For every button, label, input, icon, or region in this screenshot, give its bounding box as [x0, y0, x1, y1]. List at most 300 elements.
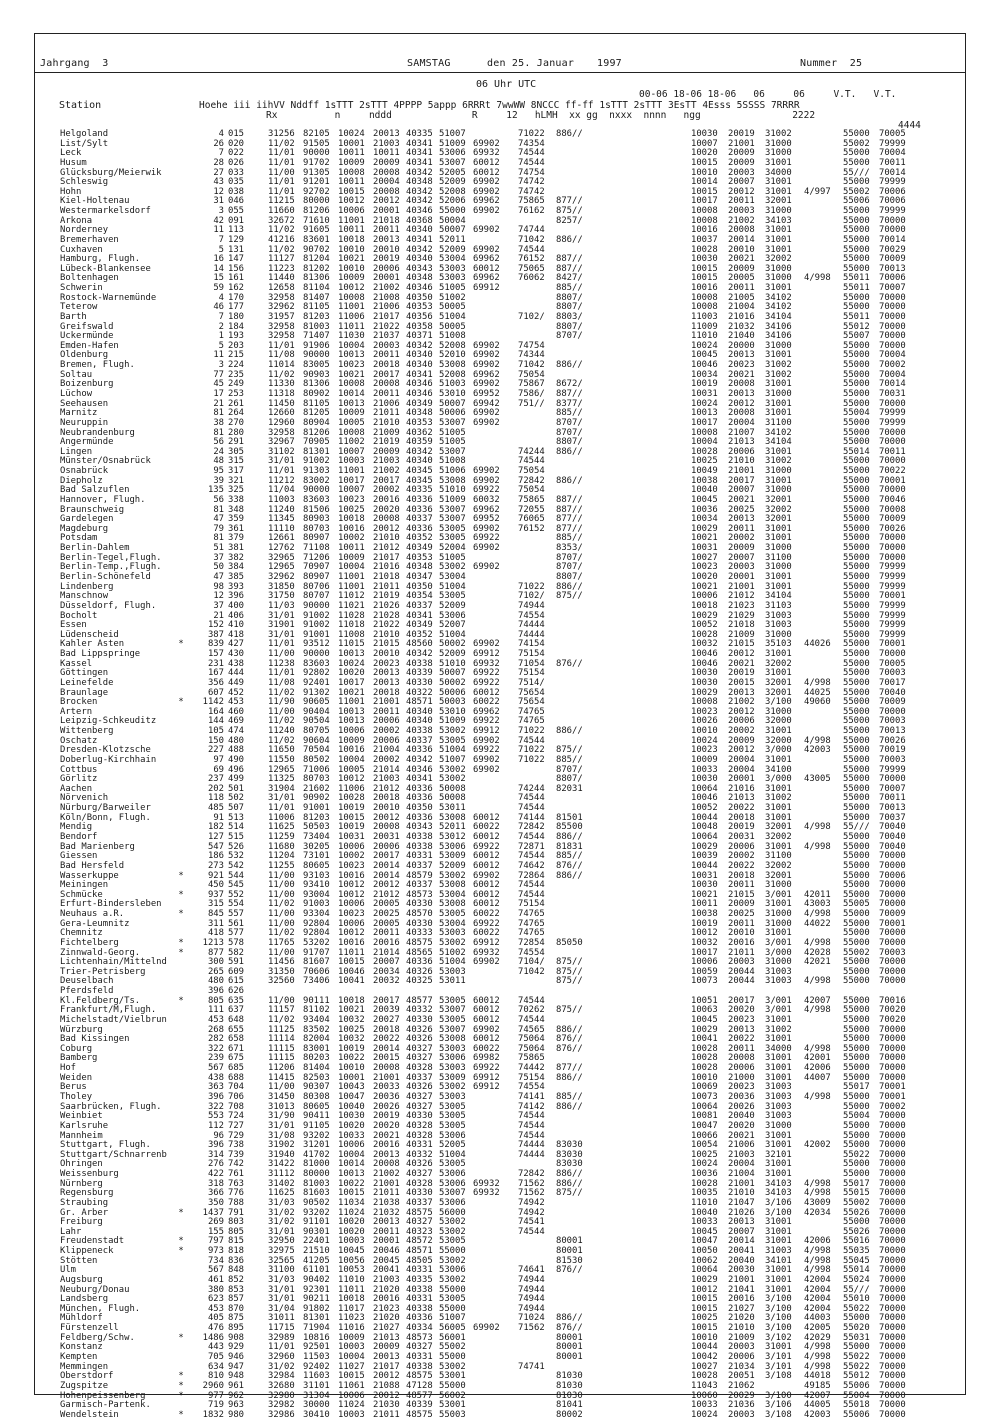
cell-1sttt: 10056 [338, 1255, 365, 1266]
cell-1sttt: 11006 [338, 783, 365, 794]
cell-7rrrr: 70013 [879, 263, 906, 274]
cell-4pppp: 40328 [406, 1120, 433, 1131]
cell-7rrrr: 70000 [879, 1053, 906, 1064]
cell-nddff: 82105 [303, 129, 330, 139]
cell-4pppp: 40340 [406, 254, 433, 265]
station-elevation: 480 [207, 976, 224, 987]
station-elevation: 3 [218, 360, 224, 371]
cell-5ssss: 55/// [843, 167, 870, 178]
cell-nddff: 81603 [303, 1188, 330, 1199]
cell-7wwww: 74765 [518, 706, 545, 717]
cell-iihvv: 32982 [268, 1400, 295, 1411]
table-row [0, 1323, 1000, 1333]
cell-5appp: 53006 [439, 610, 466, 621]
cell-iihvv: 32967 [268, 437, 295, 448]
cell-5ssss: 55026 [843, 1207, 870, 1218]
cell-nddff: 92501 [303, 1342, 330, 1353]
station-elevation: 227 [207, 745, 224, 756]
station-elevation: 96 [213, 1130, 224, 1141]
cell-6rrrt: 69902 [473, 138, 500, 149]
cell-nddff: 81607 [303, 957, 330, 968]
station-elevation: 79 [213, 523, 224, 534]
cell-4pppp: 40337 [406, 600, 433, 611]
cell-iii: 393 [228, 581, 245, 592]
cell-2sttt: 20020 [373, 1120, 400, 1131]
cell-iii: 513 [228, 812, 245, 823]
cell-1sttt: 10025 [338, 1024, 365, 1035]
cell-4esss: 42034 [804, 1207, 831, 1218]
cell-nddff: 81206 [303, 206, 330, 217]
cell-8nccc: 8377/ [556, 398, 583, 409]
cell-8nccc: 876// [556, 860, 583, 871]
cell-1sttt: 10021 [338, 1005, 365, 1016]
cell-7rrrr: 70000 [879, 1246, 906, 1257]
cell-1sttt: 11027 [338, 1361, 365, 1372]
station-elevation: 5 [218, 244, 224, 255]
cell-5ssss: 55014 [843, 1265, 870, 1276]
cell-5appp: 50003 [439, 697, 466, 708]
cell-iihvv: 11/00 [268, 870, 295, 881]
cell-7wwww: 7102/ [518, 591, 545, 602]
cell-3estt: 3/000 [765, 947, 792, 958]
cell-4pppp: 48577 [406, 995, 433, 1006]
cell-7rrrr: 79999 [879, 620, 906, 631]
cell-4pppp: 40346 [406, 206, 433, 217]
cell-4esss: 42004 [804, 1274, 831, 1285]
mountain-station-marker: * [178, 937, 184, 948]
station-name: Zugspitze [60, 1380, 109, 1391]
table-row [0, 341, 1000, 351]
table-row [0, 196, 1000, 206]
cell-iii: 235 [228, 369, 245, 380]
cell-3estt: 31001 [765, 1053, 792, 1064]
cell-7rrrr: 70000 [879, 1352, 906, 1362]
station-name: Karlsruhe [60, 1120, 109, 1131]
cell-nddff: 90411 [303, 1111, 330, 1122]
station-elevation: 3 [218, 206, 224, 217]
cell-max-1sttt: 10009 [691, 754, 718, 765]
cell-5appp: 55003 [439, 1409, 466, 1420]
cell-4pppp: 40340 [406, 350, 433, 361]
cell-nddff: 93004 [303, 889, 330, 900]
cell-2sttt: 20006 [373, 716, 400, 727]
cell-nddff: 81202 [303, 263, 330, 274]
cell-max-1sttt: 10025 [691, 456, 718, 467]
cell-5appp: 51002 [439, 947, 466, 958]
cell-4pppp: 40343 [406, 263, 433, 274]
cell-2sttt: 20001 [373, 273, 400, 284]
cell-iihvv: 11204 [268, 851, 295, 862]
cell-1sttt: 10004 [338, 562, 365, 573]
cell-iii: 948 [228, 1371, 245, 1382]
cell-iii: 788 [228, 1197, 245, 1208]
table-row [0, 745, 1000, 755]
cell-iii: 591 [228, 957, 245, 968]
cell-5ssss: 55000 [843, 870, 870, 881]
cell-1sttt: 10009 [338, 735, 365, 746]
table-row [0, 225, 1000, 235]
cell-3estt: 32000 [765, 735, 792, 746]
station-name: Emden-Hafen [60, 340, 119, 351]
station-name: Bad Salzuflen [60, 485, 130, 496]
cell-4esss: 44022 [804, 918, 831, 929]
cell-5ssss: 55000 [843, 1024, 870, 1035]
cell-5ssss: 55000 [843, 389, 870, 399]
cell-5appp: 56001 [439, 1332, 466, 1343]
station-name: Neuhaus a.R. [60, 909, 125, 920]
cell-max-1sttt: 10008 [691, 302, 718, 313]
cell-iii: 400 [228, 600, 245, 611]
cell-2sttt: 20011 [373, 928, 400, 939]
cell-7wwww: 74765 [518, 918, 545, 929]
cell-7rrrr: 70040 [879, 831, 906, 842]
cell-3estt: 31001 [765, 1274, 792, 1285]
station-elevation: 450 [207, 880, 224, 891]
cell-5appp: 53002 [439, 562, 466, 573]
cell-iihvv: 31/01 [268, 1120, 295, 1131]
cell-nddff: 61101 [303, 1265, 330, 1276]
cell-1sttt: 10024 [338, 658, 365, 669]
cell-min-2sttt: 20003 [728, 167, 755, 178]
cell-5ssss: 55000 [843, 1053, 870, 1064]
cell-4pppp: 40362 [406, 427, 433, 438]
cell-2sttt: 20022 [373, 1034, 400, 1045]
cell-8nccc: 81831 [556, 841, 583, 852]
cell-nddff: 81203 [303, 311, 330, 322]
cell-3estt: 31000 [765, 273, 792, 284]
cell-min-2sttt: 20018 [728, 870, 755, 881]
cell-iii: 359 [228, 514, 245, 525]
cell-6rrrt: 60022 [473, 697, 500, 708]
station-elevation: 322 [207, 1101, 224, 1112]
cell-iihvv: 31750 [268, 591, 295, 602]
cell-7rrrr: 70000 [879, 1043, 906, 1054]
cell-min-2sttt: 21023 [728, 600, 755, 611]
station-elevation: 567 [207, 1265, 224, 1276]
table-row [0, 1342, 1000, 1352]
cell-iii: 947 [228, 1361, 245, 1372]
cell-min-2sttt: 20022 [728, 860, 755, 871]
cell-nddff: 81105 [303, 302, 330, 313]
cell-2sttt: 20019 [373, 1111, 400, 1122]
cell-iihvv: 11660 [268, 206, 295, 217]
cell-nddff: 91001 [303, 803, 330, 814]
cell-min-2sttt: 20006 [728, 1063, 755, 1074]
cell-7rrrr: 70000 [879, 1400, 906, 1411]
cell-1sttt: 11001 [338, 581, 365, 592]
cell-1sttt: 10023 [338, 494, 365, 505]
station-name: Oberstdorf [60, 1371, 114, 1382]
cell-5ssss: 55000 [843, 1120, 870, 1131]
station-elevation: 45 [213, 379, 224, 390]
cell-1sttt: 10018 [338, 234, 365, 245]
station-elevation: 705 [207, 1352, 224, 1362]
cell-1sttt: 10016 [338, 870, 365, 881]
cell-iihvv: 11206 [268, 1063, 295, 1074]
cell-iihvv: 31350 [268, 966, 295, 977]
cell-iihvv: 11/01 [268, 1342, 295, 1353]
cell-4esss: 4/998 [804, 1005, 831, 1016]
cell-nddff: 80203 [303, 1053, 330, 1064]
cell-4esss: 43009 [804, 1197, 831, 1208]
cell-iii: 184 [228, 321, 245, 332]
cell-nddff: 71904 [303, 1323, 330, 1334]
cell-iihvv: 11/04 [268, 485, 295, 496]
cell-5appp: 53007 [439, 446, 466, 457]
station-name: Deuselbach [60, 976, 114, 987]
station-name: Berlin-Tegel,Flugh. [60, 552, 162, 563]
cell-3estt: 31000 [765, 543, 792, 554]
station-name: Kahler Asten [60, 639, 125, 650]
station-name: Regensburg [60, 1188, 114, 1199]
cell-iihvv: 11/02 [268, 735, 295, 746]
table-row [0, 668, 1000, 678]
cell-min-2sttt: 20007 [728, 177, 755, 188]
cell-8nccc: 83030 [556, 1159, 583, 1170]
table-row [0, 716, 1000, 726]
cell-7rrrr: 70000 [879, 340, 906, 351]
cell-min-2sttt: 20013 [728, 389, 755, 399]
cell-7wwww: 74942 [518, 1197, 545, 1208]
station-name: Hof [60, 1063, 77, 1074]
cell-8nccc: 875// [556, 966, 583, 977]
cell-5appp: 52009 [439, 177, 466, 188]
cell-max-1sttt: 10008 [691, 292, 718, 303]
cell-2sttt: 21014 [373, 764, 400, 775]
cell-nddff: 91505 [303, 138, 330, 149]
cell-1sttt: 10046 [338, 966, 365, 977]
cell-min-2sttt: 20019 [728, 822, 755, 833]
cell-4esss: 4/998 [804, 1255, 831, 1266]
table-row [0, 350, 1000, 360]
cell-3estt: 31100 [765, 851, 792, 862]
cell-1sttt: 10012 [338, 889, 365, 900]
cell-nddff: 91303 [303, 466, 330, 477]
cell-iii: 724 [228, 1111, 245, 1122]
cell-min-2sttt: 20005 [728, 273, 755, 284]
cell-iihvv: 11/00 [268, 649, 295, 660]
cell-1sttt: 10008 [338, 379, 365, 390]
cell-min-2sttt: 20029 [728, 1390, 755, 1401]
cell-max-1sttt: 10034 [691, 369, 718, 380]
cell-5ssss: 55004 [843, 1390, 870, 1401]
cell-5ssss: 55017 [843, 1178, 870, 1189]
cell-7rrrr: 79999 [879, 177, 906, 188]
cell-4pppp: 40356 [406, 311, 433, 322]
cell-iihvv: 32950 [268, 1236, 295, 1247]
cell-iihvv: 31/01 [268, 456, 295, 467]
cell-3estt: 31000 [765, 629, 792, 640]
cell-4esss: 44026 [804, 639, 831, 650]
cell-min-2sttt: 21001 [728, 138, 755, 149]
cell-5appp: 52011 [439, 822, 466, 833]
cell-min-2sttt: 21010 [728, 456, 755, 467]
cell-2sttt: 20025 [373, 909, 400, 920]
cell-iii: 637 [228, 1005, 245, 1016]
cell-max-1sttt: 10030 [691, 254, 718, 265]
cell-3estt: 31001 [765, 446, 792, 457]
cell-iihvv: 11/03 [268, 600, 295, 611]
cell-min-2sttt: 20003 [728, 206, 755, 217]
cell-8nccc: 886// [556, 1313, 583, 1324]
cell-5ssss: 55000 [843, 1072, 870, 1083]
cell-4esss: 42003 [804, 745, 831, 756]
cell-nddff: 41205 [303, 1255, 330, 1266]
table-row [0, 678, 1000, 688]
station-name: Meiningen [60, 880, 109, 891]
cell-iii: 791 [228, 1207, 245, 1218]
cell-min-2sttt: 20021 [728, 658, 755, 669]
cell-4esss: 43005 [804, 774, 831, 785]
cell-5appp: 50008 [439, 793, 466, 804]
cell-6rrrt: 69962 [473, 254, 500, 265]
cell-8nccc: 8803/ [556, 311, 583, 322]
code-sub-headings: Rx n nddd R 12 hLMH xx gg nxxx nnnn ngg 2222 [266, 110, 816, 121]
cell-8nccc: 80001 [556, 1332, 583, 1343]
cell-5appp: 53008 [439, 360, 466, 371]
cell-2sttt: 20006 [373, 263, 400, 274]
cell-5appp: 51010 [439, 658, 466, 669]
cell-7wwww: 74544 [518, 1120, 545, 1131]
cell-6rrrt: 69902 [473, 523, 500, 534]
cell-1sttt: 10012 [338, 774, 365, 785]
station-elevation: 387 [207, 629, 224, 640]
cell-7wwww: 74765 [518, 909, 545, 920]
cell-7wwww: 75054 [518, 466, 545, 477]
cell-5appp: 53002 [439, 774, 466, 785]
cell-max-1sttt: 10029 [691, 687, 718, 698]
cell-iihvv: 12960 [268, 417, 295, 428]
cell-iii: 496 [228, 764, 245, 775]
cell-1sttt: 11001 [338, 697, 365, 708]
cell-nddff: 81206 [303, 427, 330, 438]
cell-1sttt: 10016 [338, 523, 365, 534]
cell-8nccc: 877// [556, 523, 583, 534]
cell-4pppp: 40348 [406, 273, 433, 284]
cell-min-2sttt: 21001 [728, 1274, 755, 1285]
cell-iii: 515 [228, 831, 245, 842]
cell-nddff: 71006 [303, 764, 330, 775]
cell-max-1sttt: 10044 [691, 860, 718, 871]
cell-5ssss: 55000 [843, 543, 870, 554]
header-rule [34, 72, 966, 73]
cell-nddff: 80707 [303, 591, 330, 602]
cell-4esss: 42028 [804, 947, 831, 958]
station-elevation: 422 [207, 1169, 224, 1180]
cell-iii: 338 [228, 494, 245, 505]
cell-1sttt: 10041 [338, 976, 365, 987]
cell-7rrrr: 70000 [879, 321, 906, 332]
cell-iii: 291 [228, 437, 245, 448]
station-name: Ulm [60, 1265, 77, 1276]
cell-1sttt: 11021 [338, 600, 365, 611]
station-elevation: 7 [218, 148, 224, 159]
station-name: Ückermünde [60, 331, 114, 342]
cell-min-2sttt: 21007 [728, 427, 755, 438]
cell-4pppp: 47128 [406, 1380, 433, 1391]
cell-6rrrt: 69942 [473, 398, 500, 409]
cell-max-1sttt: 10064 [691, 1101, 718, 1112]
cell-1sttt: 11016 [338, 1323, 365, 1334]
cell-4esss: 4/998 [804, 1188, 831, 1199]
cell-max-1sttt: 10030 [691, 677, 718, 688]
cell-7rrrr: 70000 [879, 292, 906, 303]
cell-2sttt: 21003 [373, 774, 400, 785]
cell-max-1sttt: 10030 [691, 880, 718, 891]
cell-iii: 410 [228, 620, 245, 631]
cell-iii: 379 [228, 533, 245, 544]
cell-5appp: 52011 [439, 234, 466, 245]
cell-4esss: 4/998 [804, 1265, 831, 1276]
cell-5ssss: 55000 [843, 860, 870, 871]
cell-2sttt: 21010 [373, 533, 400, 544]
cell-iihvv: 11238 [268, 658, 295, 669]
cell-4pppp: 40326 [406, 966, 433, 977]
cell-nddff: 91002 [303, 620, 330, 631]
cell-8nccc: 80001 [556, 1342, 583, 1353]
cell-2sttt: 21006 [373, 302, 400, 313]
cell-nddff: 71610 [303, 215, 330, 226]
table-row [0, 1208, 1000, 1218]
cell-4pppp: 48575 [406, 937, 433, 948]
table-row [0, 1410, 1000, 1420]
cell-6rrrt: 69902 [473, 957, 500, 968]
cell-4pppp: 40326 [406, 1159, 433, 1170]
cell-5appp: 53007 [439, 157, 466, 168]
cell-iihvv: 11125 [268, 1024, 295, 1035]
cell-3estt: 31002 [765, 456, 792, 467]
cell-5appp: 53008 [439, 812, 466, 823]
cell-max-1sttt: 10008 [691, 427, 718, 438]
cell-nddff: 80907 [303, 571, 330, 582]
cell-iihvv: 11625 [268, 1188, 295, 1199]
cell-iii: 131 [228, 244, 245, 255]
cell-1sttt: 10014 [338, 1159, 365, 1170]
cell-4pppp: 40327 [406, 1092, 433, 1102]
cell-iihvv: 11014 [268, 360, 295, 371]
station-elevation: 973 [207, 1246, 224, 1257]
cell-iii: 490 [228, 754, 245, 765]
cell-4pppp: 40350 [406, 292, 433, 303]
cell-nddff: 80902 [303, 389, 330, 399]
cell-max-1sttt: 10027 [691, 552, 718, 563]
cell-2sttt: 20012 [373, 196, 400, 207]
cell-2sttt: 20014 [373, 860, 400, 871]
table-row [0, 803, 1000, 813]
table-row [0, 842, 1000, 852]
cell-iii: 385 [228, 571, 245, 582]
cell-3estt: 31000 [765, 880, 792, 891]
cell-iihvv: 11/01 [268, 340, 295, 351]
cell-8nccc: 887// [556, 254, 583, 265]
cell-min-2sttt: 20013 [728, 514, 755, 525]
cell-2sttt: 20011 [373, 225, 400, 236]
cell-min-2sttt: 20004 [728, 417, 755, 428]
cell-3estt: 35103 [765, 639, 792, 650]
table-row [0, 582, 1000, 592]
cell-1sttt: 10004 [338, 1149, 365, 1160]
cell-2sttt: 20005 [373, 918, 400, 929]
cell-1sttt: 10015 [338, 186, 365, 197]
station-elevation: 237 [207, 774, 224, 785]
cell-4pppp: 40340 [406, 225, 433, 236]
station-name: Hamburg, Flugh. [60, 254, 141, 265]
cell-2sttt: 21011 [373, 581, 400, 592]
cell-iii: 170 [228, 292, 245, 303]
cell-8nccc: 82031 [556, 783, 583, 794]
cell-iihvv: 31850 [268, 581, 295, 592]
cell-6rrrt: 69912 [473, 649, 500, 660]
